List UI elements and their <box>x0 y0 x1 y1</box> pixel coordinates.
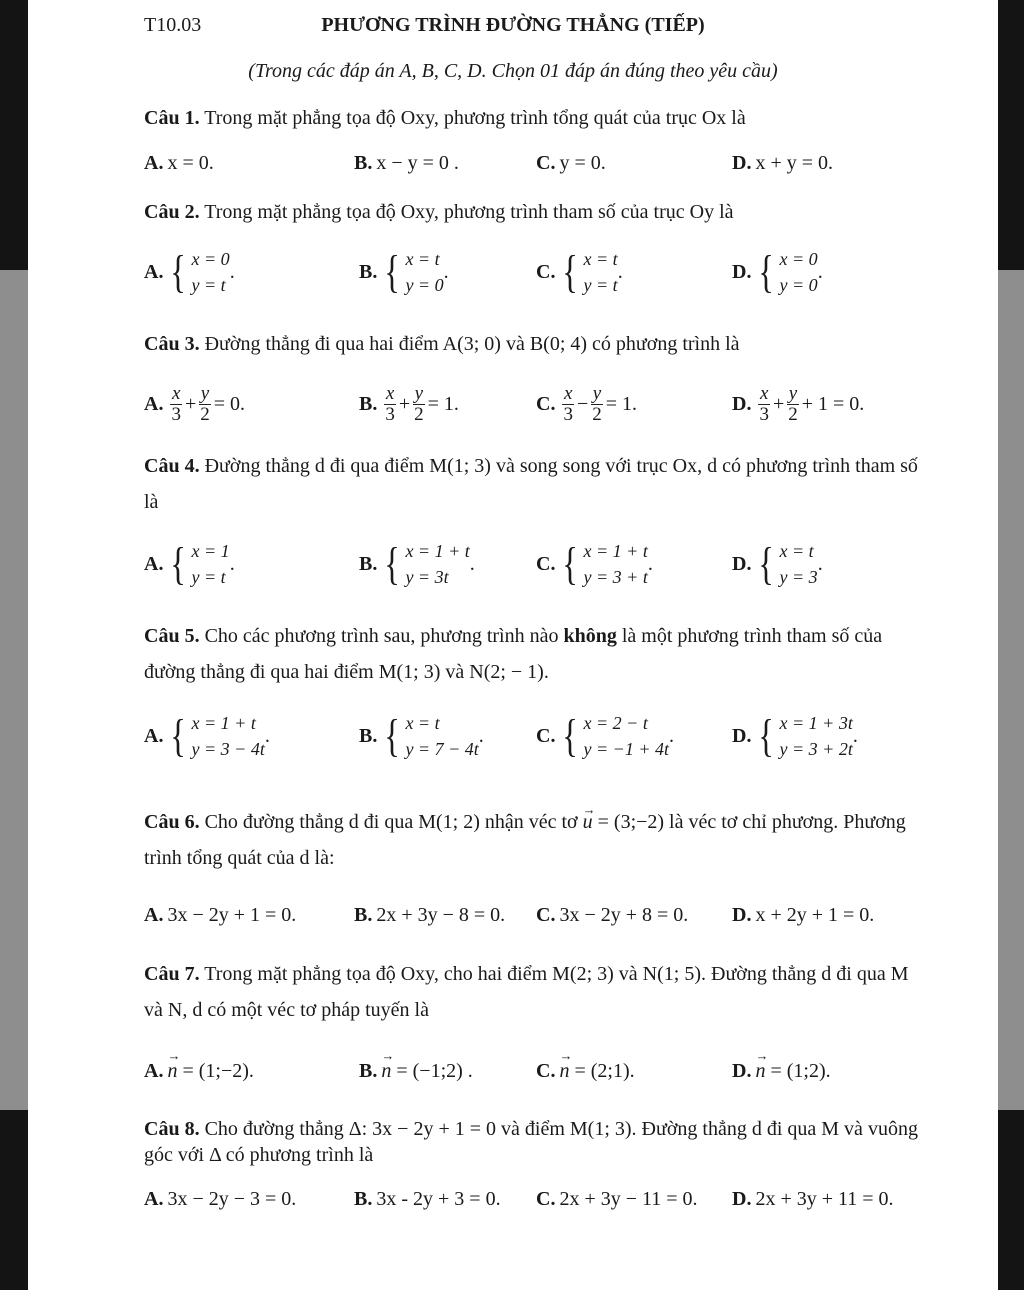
option-2b[interactable] <box>359 246 449 298</box>
fraction: $\frac{x}{3}$ <box>563 383 573 425</box>
system-line: y = 0 <box>779 275 818 295</box>
question-text: Trong mặt phẳng tọa độ Oxy, phương trình tham số của trục Oy là <box>204 201 734 223</box>
option-text: + 1 = 0. <box>801 393 865 415</box>
option-6d[interactable] <box>732 904 874 927</box>
option-label: D. <box>732 1060 752 1082</box>
option-label: C. <box>536 152 556 174</box>
fraction: $\frac{x}{3}$ <box>171 383 181 425</box>
option-2c[interactable] <box>536 246 623 298</box>
system-line: y = 0 <box>405 275 444 295</box>
option-3a[interactable] <box>144 384 245 425</box>
option-tail: . <box>647 552 653 575</box>
question-text: Cho các phương trình sau, phương trình nào <box>204 625 559 647</box>
option-5a[interactable] <box>144 710 270 762</box>
system-line: y = 3 + 2t <box>779 739 853 759</box>
system-line: x = 1 + t <box>191 713 256 733</box>
system-line: x = t <box>405 249 440 269</box>
option-label: D. <box>732 260 752 283</box>
equation-system: { x = 1 + t y = 3t <box>384 538 470 589</box>
option-tail: . <box>817 260 823 283</box>
option-2d[interactable] <box>732 246 823 298</box>
option-1c[interactable] <box>536 152 606 175</box>
option-text: x − y = 0 . <box>376 152 459 174</box>
option-label: A. <box>144 260 164 283</box>
question-8 <box>144 1116 924 1168</box>
system-line: y = 3 <box>779 567 818 587</box>
question-text: Trong mặt phẳng tọa độ Oxy, cho hai điểm M(2; 3) và N(1; 5). Đường thẳng d đi qua M và N, d có một véc tơ pháp tuyến là <box>144 963 909 1021</box>
option-label: C. <box>536 552 556 575</box>
option-label: C. <box>536 1060 556 1082</box>
option-8b[interactable] <box>354 1188 501 1211</box>
option-1b[interactable] <box>354 152 459 175</box>
operator: − <box>576 393 589 415</box>
fraction: $\frac{x}{3}$ <box>759 383 769 425</box>
right-background <box>998 0 1024 1290</box>
left-grey-strip <box>0 270 28 1110</box>
system-line: x = 1 <box>191 541 230 561</box>
question-text: Cho đường thẳng Δ: 3x − 2y + 1 = 0 và điểm M(1; 3). Đường thẳng d đi qua M và vuông góc với Δ có phương trình là <box>144 1118 918 1166</box>
option-label: A. <box>144 393 164 415</box>
system-line: x = 2 − t <box>583 713 648 733</box>
right-grey-strip <box>998 270 1024 1110</box>
system-line: x = 1 + t <box>405 541 470 561</box>
option-text: 2x + 3y − 8 = 0. <box>376 904 506 926</box>
equation-system: { x = 0 y = 0 <box>758 246 818 297</box>
option-6b[interactable] <box>354 904 505 927</box>
system-line: x = 1 + 3t <box>779 713 853 733</box>
option-4d[interactable] <box>732 538 823 590</box>
question-label: Câu 7. <box>144 963 200 985</box>
equation-system: { x = 1 + 3t y = 3 + 2t <box>758 710 853 761</box>
vector-n: → n <box>381 1060 391 1083</box>
option-label: D. <box>732 393 752 415</box>
option-tail: . <box>229 260 235 283</box>
option-label: A. <box>144 1060 164 1082</box>
option-text: = 1. <box>605 393 638 415</box>
operator: + <box>184 393 197 415</box>
equation-system: { x = t y = t <box>562 246 618 297</box>
question-text: Trong mặt phẳng tọa độ Oxy, phương trình tổng quát của trục Ox là <box>204 107 746 129</box>
system-line: x = t <box>405 713 440 733</box>
fraction: $\frac{y}{2}$ <box>592 383 602 425</box>
option-text: 3x - 2y + 3 = 0. <box>376 1188 501 1210</box>
option-text: = (1;−2). <box>182 1060 254 1082</box>
question-text: = (3;−2) là véc tơ chỉ phương. Phương trình tổng quát của d là: <box>144 811 906 869</box>
equation-system: { x = 0 y = t <box>170 246 230 297</box>
option-4a[interactable] <box>144 538 235 590</box>
option-7d[interactable] <box>732 1060 831 1083</box>
option-label: C. <box>536 1188 556 1210</box>
option-5d[interactable] <box>732 710 858 762</box>
system-line: y = t <box>583 275 618 295</box>
document-page <box>28 0 998 1290</box>
left-background <box>0 0 28 1290</box>
question-label: Câu 1. <box>144 107 200 129</box>
question-text: là một phương trình tham số của đường thẳng đi qua hai điểm M(1; 3) và N(2; − 1). <box>144 625 883 683</box>
option-text: x + y = 0. <box>755 152 834 174</box>
question-label: Câu 5. <box>144 625 200 647</box>
system-line: y = 3 + t <box>583 567 648 587</box>
option-4b[interactable] <box>359 538 475 590</box>
question-2 <box>144 194 924 230</box>
option-label: C. <box>536 724 556 747</box>
option-text: = (1;2). <box>770 1060 831 1082</box>
option-1d[interactable] <box>732 152 833 175</box>
option-7c[interactable] <box>536 1060 635 1083</box>
option-2a[interactable] <box>144 246 235 298</box>
option-label: B. <box>359 552 378 575</box>
option-7a[interactable] <box>144 1060 254 1083</box>
option-label: B. <box>354 152 373 174</box>
question-label: Câu 3. <box>144 333 200 355</box>
option-text: 3x − 2y + 1 = 0. <box>167 904 297 926</box>
question-6 <box>144 804 924 876</box>
equation-system: { x = t y = 3 <box>758 538 818 589</box>
question-emphasis: không <box>563 625 617 647</box>
option-tail: . <box>617 260 623 283</box>
option-3c[interactable] <box>536 384 637 425</box>
question-label: Câu 6. <box>144 811 200 833</box>
option-label: D. <box>732 152 752 174</box>
option-5c[interactable] <box>536 710 674 762</box>
option-label: D. <box>732 724 752 747</box>
option-label: D. <box>732 904 752 926</box>
equation-system: { x = 1 + t y = 3 − 4t <box>170 710 265 761</box>
option-tail: . <box>478 724 484 747</box>
operator: + <box>398 393 411 415</box>
option-6c[interactable] <box>536 904 688 927</box>
option-tail: . <box>469 552 475 575</box>
system-line: x = 0 <box>779 249 818 269</box>
page-title: PHƯƠNG TRÌNH ĐƯỜNG THẲNG (TIẾP) <box>321 14 705 36</box>
option-8c[interactable] <box>536 1188 698 1211</box>
option-label: A. <box>144 1188 164 1210</box>
option-label: B. <box>359 1060 378 1082</box>
option-label: A. <box>144 152 164 174</box>
question-4 <box>144 448 924 520</box>
option-3b[interactable] <box>359 384 459 425</box>
option-tail: . <box>817 552 823 575</box>
fraction: $\frac{x}{3}$ <box>385 383 395 425</box>
operator: + <box>772 393 785 415</box>
vector-n: → n <box>559 1060 569 1083</box>
option-label: B. <box>359 260 378 283</box>
option-tail: . <box>852 724 858 747</box>
question-label: Câu 8. <box>144 1118 200 1140</box>
option-text: 3x − 2y + 8 = 0. <box>559 904 689 926</box>
lesson-code: T10.03 <box>144 14 202 36</box>
fraction: $\frac{y}{2}$ <box>200 383 210 425</box>
system-line: y = −1 + 4t <box>583 739 669 759</box>
option-label: A. <box>144 904 164 926</box>
vector-n: → n <box>755 1060 765 1083</box>
option-label: D. <box>732 1188 752 1210</box>
system-line: y = t <box>191 567 226 587</box>
question-5 <box>144 618 924 690</box>
option-text: 3x − 2y − 3 = 0. <box>167 1188 297 1210</box>
system-line: x = 0 <box>191 249 230 269</box>
option-label: A. <box>144 552 164 575</box>
option-7b[interactable] <box>359 1060 473 1083</box>
system-line: x = 1 + t <box>583 541 648 561</box>
option-text: = (−1;2) . <box>396 1060 473 1082</box>
option-text: x = 0. <box>167 152 214 174</box>
question-text: Đường thẳng d đi qua điểm M(1; 3) và song song với trục Ox, d có phương trình tham số là <box>144 455 918 513</box>
option-label: C. <box>536 393 556 415</box>
fraction: $\frac{y}{2}$ <box>414 383 424 425</box>
option-label: C. <box>536 260 556 283</box>
question-text: Cho đường thẳng d đi qua M(1; 2) nhận véc tơ <box>204 811 578 833</box>
option-3d[interactable] <box>732 384 864 425</box>
question-label: Câu 2. <box>144 201 200 223</box>
option-label: B. <box>354 1188 373 1210</box>
option-tail: . <box>668 724 674 747</box>
option-label: B. <box>359 724 378 747</box>
system-line: y = 3t <box>405 567 449 587</box>
option-text: 2x + 3y − 11 = 0. <box>559 1188 698 1210</box>
option-8a[interactable] <box>144 1188 296 1211</box>
option-label: B. <box>359 393 378 415</box>
option-text: = 0. <box>213 393 246 415</box>
option-text: 2x + 3y + 11 = 0. <box>755 1188 894 1210</box>
question-3 <box>144 326 924 362</box>
equation-system: { x = 1 y = t <box>170 538 230 589</box>
equation-system: { x = 1 + t y = 3 + t <box>562 538 648 589</box>
question-1 <box>144 100 924 136</box>
system-line: x = t <box>779 541 814 561</box>
question-text: Đường thẳng đi qua hai điểm A(3; 0) và B(0; 4) có phương trình là <box>204 333 740 355</box>
system-line: y = 7 − 4t <box>405 739 479 759</box>
vector-u: → u <box>583 804 593 840</box>
option-tail: . <box>264 724 270 747</box>
fraction: $\frac{y}{2}$ <box>788 383 798 425</box>
option-1a[interactable] <box>144 152 214 175</box>
option-label: C. <box>536 904 556 926</box>
option-4c[interactable] <box>536 538 653 590</box>
system-line: y = 3 − 4t <box>191 739 265 759</box>
option-tail: . <box>229 552 235 575</box>
system-line: x = t <box>583 249 618 269</box>
equation-system: { x = 2 − t y = −1 + 4t <box>562 710 669 761</box>
vector-n: → n <box>167 1060 177 1083</box>
option-text: y = 0. <box>559 152 606 174</box>
option-label: A. <box>144 724 164 747</box>
option-5b[interactable] <box>359 710 484 762</box>
equation-system: { x = t y = 7 − 4t <box>384 710 479 761</box>
option-label: B. <box>354 904 373 926</box>
system-line: y = t <box>191 275 226 295</box>
question-7 <box>144 956 924 1028</box>
question-label: Câu 4. <box>144 455 200 477</box>
option-text: = 1. <box>427 393 459 415</box>
equation-system: { x = t y = 0 <box>384 246 444 297</box>
option-text: x + 2y + 1 = 0. <box>755 904 875 926</box>
option-6a[interactable] <box>144 904 296 927</box>
page-subtitle: (Trong các đáp án A, B, C, D. Chọn 01 đáp án đúng theo yêu cầu) <box>248 60 778 82</box>
option-text: = (2;1). <box>574 1060 635 1082</box>
option-8d[interactable] <box>732 1188 894 1211</box>
option-tail: . <box>443 260 449 283</box>
option-label: D. <box>732 552 752 575</box>
